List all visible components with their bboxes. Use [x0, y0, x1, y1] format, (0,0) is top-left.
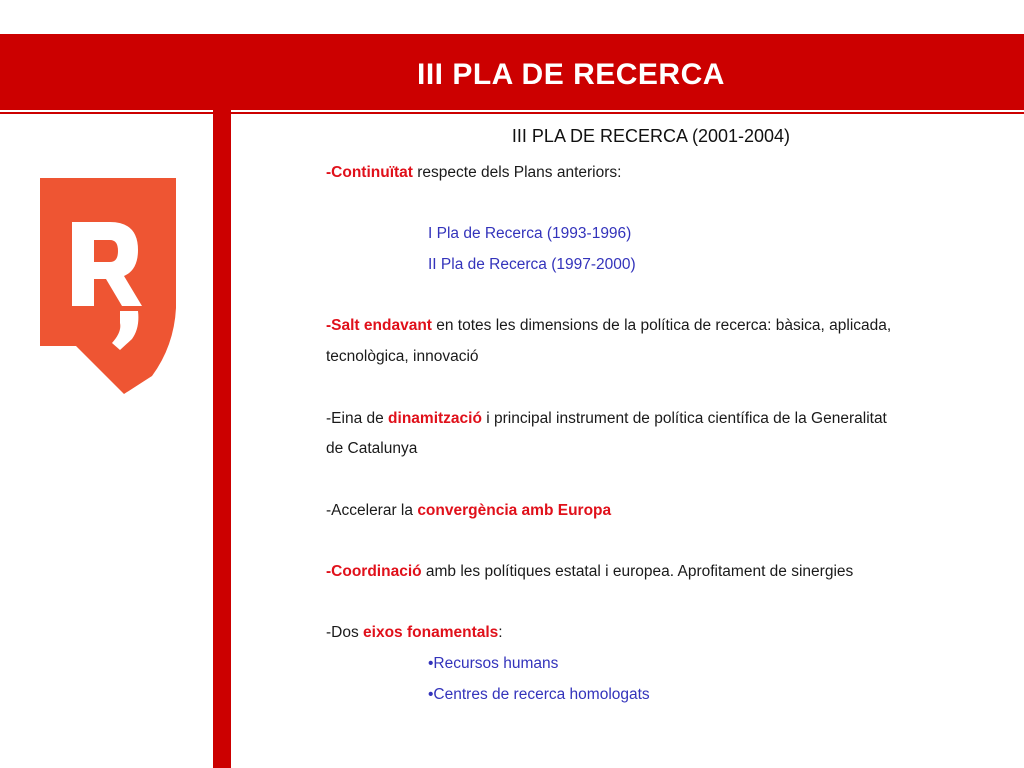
plan-item: II Pla de Recerca (1997-2000) [428, 256, 636, 274]
highlight-salt-endavant: Salt endavant [331, 317, 432, 335]
spacer [326, 189, 1006, 220]
bullet-text: i principal instrument de política científica de la Generalitat [481, 409, 887, 427]
bullet-coordinacio [326, 557, 1006, 588]
slide-content [326, 122, 1006, 710]
sidebar-divider [213, 110, 231, 768]
bullet-prefix: -Eina de [326, 409, 389, 427]
header-divider [0, 112, 1024, 114]
bullet-prefix: -Dos [326, 624, 364, 642]
highlight-coordinacio: Coordinació [331, 562, 422, 580]
bullet-text-continuation: tecnològica, innovació [326, 348, 479, 366]
bullet-text: respecte dels Plans anteriors: [412, 164, 622, 181]
bullet-salt-endavant [326, 311, 1006, 342]
bullet-text-continuation: de Catalunya [326, 440, 418, 458]
highlight-convergencia: convergència amb Europa [417, 501, 612, 519]
spacer [326, 588, 1006, 619]
bullet-text: : [498, 624, 503, 642]
bullet-continuitat [326, 158, 1006, 189]
bullet-eina [326, 404, 1006, 435]
r-logo-icon [40, 178, 176, 394]
bullet-prefix: -Accelerar la [326, 501, 418, 519]
highlight-eixos: eixos fonamentals [363, 624, 499, 642]
bullet-prefix: - [326, 164, 332, 181]
highlight-continuitat: Continuïtat [331, 164, 413, 181]
bullet-prefix: - [326, 562, 332, 580]
bullet-prefix: - [326, 317, 332, 335]
bullet-dos-eixos [326, 618, 1006, 649]
spacer [326, 373, 1006, 404]
bullet-accelerar [326, 496, 1006, 527]
slide-subtitle: III PLA DE RECERCA (2001-2004) [511, 126, 791, 146]
bullet-text: en totes les dimensions de la política de recerca: bàsica, aplicada, [431, 317, 892, 335]
eix-item: •Recursos humans [428, 655, 559, 672]
spacer [326, 281, 1006, 312]
eix-item: •Centres de recerca homologats [428, 685, 650, 703]
highlight-dinamitzacio: dinamització [388, 409, 482, 427]
plan-item: I Pla de Recerca (1993-1996) [428, 225, 632, 243]
spacer [326, 526, 1006, 557]
bullet-text: amb les polítiques estatal i europea. Aprofitament de sinergies [421, 562, 854, 580]
slide-title: III PLA DE RECERCA [417, 58, 725, 91]
spacer [326, 465, 1006, 496]
